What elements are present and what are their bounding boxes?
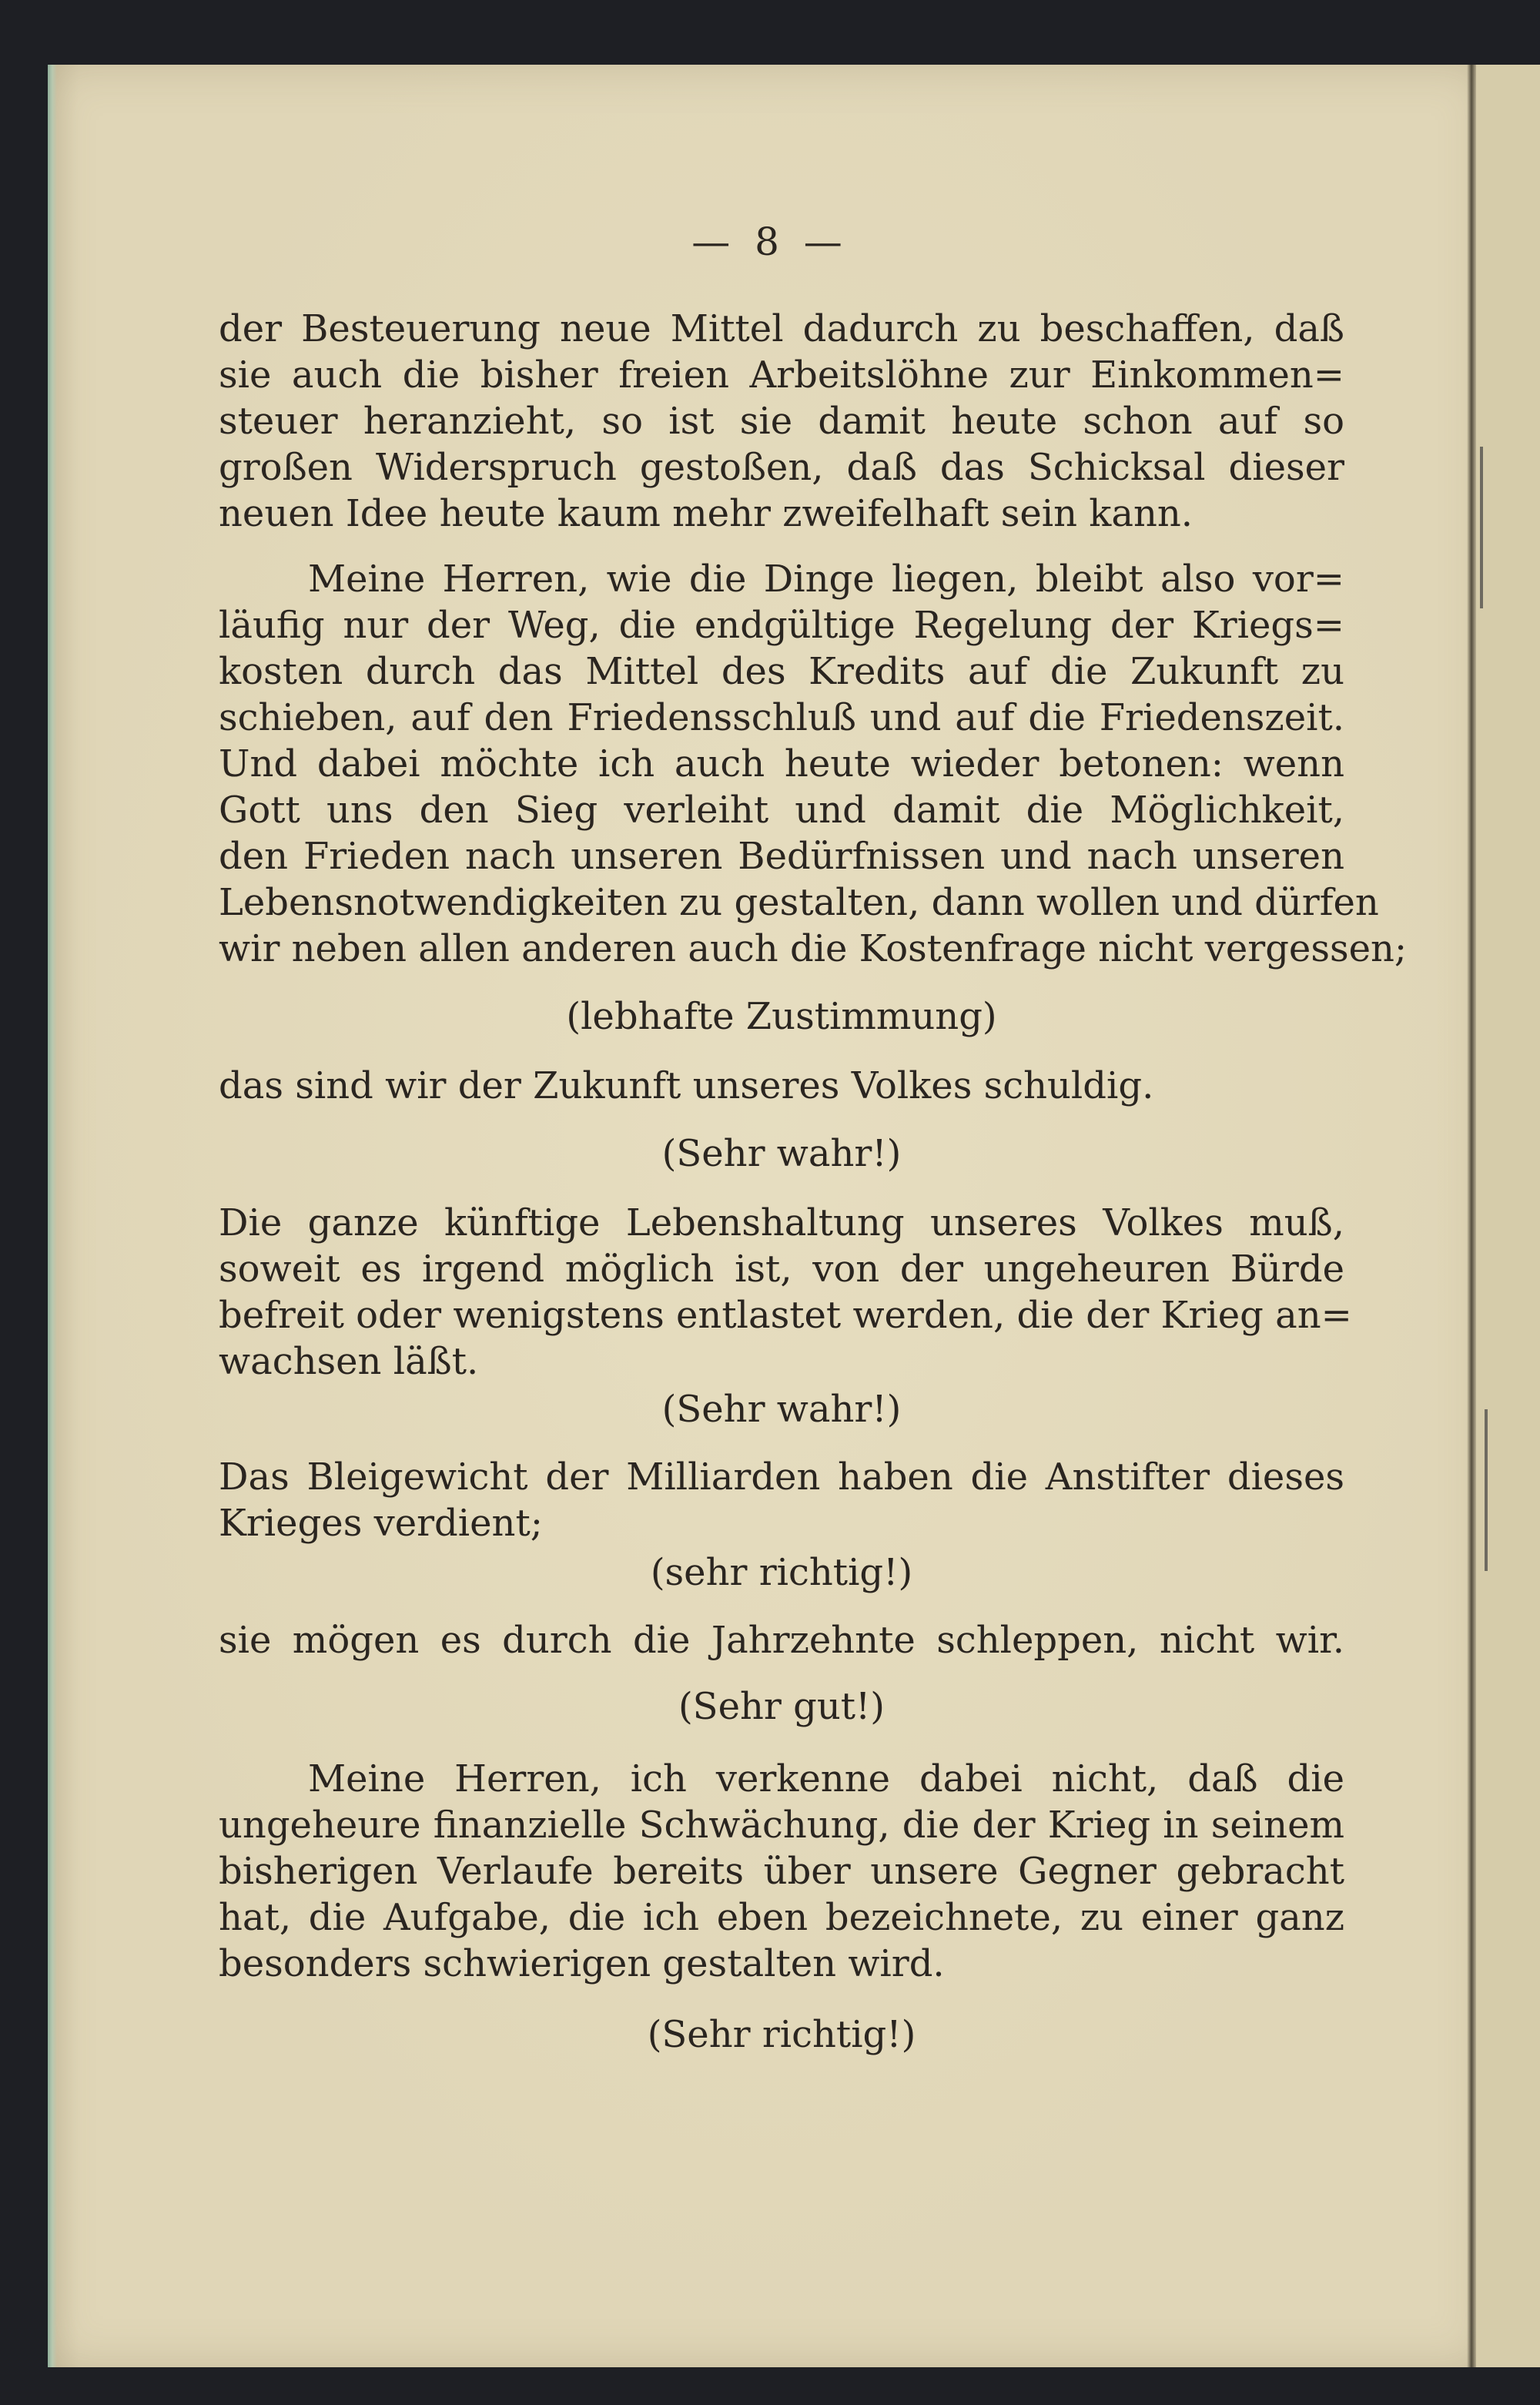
text-line: soweit es irgend möglich ist, von der ungeheuren Bürde (219, 1248, 1344, 1291)
interjection: (Sehr wahr!) (661, 1388, 902, 1431)
text-line: besonders schwierigen gestalten wird. (219, 1942, 945, 1985)
text-line: Krieges verdient; (219, 1502, 543, 1545)
text-line: wachsen läßt. (219, 1340, 479, 1383)
paragraph-first-line: Meine Herren, ich verkenne dabei nicht, daß die (308, 1757, 1344, 1800)
binding-thread-upper (1480, 447, 1483, 608)
interjection: (Sehr wahr!) (661, 1132, 902, 1175)
text-line: bisherigen Verlaufe bereits über unsere Gegner gebracht (219, 1850, 1344, 1893)
text-line: den Frieden nach unseren Bedürfnissen und nach unseren (219, 835, 1344, 878)
paragraph-first-line: Meine Herren, wie die Dinge liegen, bleibt also vor= (308, 558, 1344, 601)
text-line: wir neben allen anderen auch die Kostenfrage nicht vergessen; (219, 927, 1408, 970)
text-line: befreit oder wenigstens entlastet werden, die der Krieg an= (219, 1294, 1352, 1337)
text-line: sie auch die bisher freien Arbeitslöhne zur Einkommen= (219, 353, 1344, 397)
interjection: (sehr richtig!) (650, 1551, 913, 1594)
text-line: schieben, auf den Friedensschluß und auf die Friedenszeit. (219, 696, 1344, 739)
facing-page-edge (1476, 65, 1540, 2367)
text-line: ungeheure finanzielle Schwächung, die der Krieg in seinem (219, 1804, 1344, 1847)
text-line: läufig nur der Weg, die endgültige Regelung der Kriegs= (219, 604, 1344, 647)
text-line: hat, die Aufgabe, die ich eben bezeichnete, zu einer ganz (219, 1896, 1344, 1939)
text-line: sie mögen es durch die Jahrzehnte schleppen, nicht wir. (219, 1619, 1344, 1662)
text-line: Lebensnotwendigkeiten zu gestalten, dann wollen und dürfen (219, 881, 1379, 924)
interjection: (Sehr richtig!) (647, 2013, 916, 2056)
text-line: der Besteuerung neue Mittel dadurch zu beschaffen, daß (219, 307, 1344, 350)
text-line: Und dabei möchte ich auch heute wieder betonen: wenn (219, 742, 1344, 785)
text-line: Die ganze künftige Lebenshaltung unseres Volkes muß, (219, 1201, 1344, 1244)
text-line: Das Bleigewicht der Milliarden haben die Anstifter dieses (219, 1455, 1344, 1499)
text-line: das sind wir der Zukunft unseres Volkes schuldig. (219, 1064, 1154, 1107)
interjection: (lebhafte Zustimmung) (566, 995, 997, 1038)
binding-thread-lower (1485, 1409, 1488, 1571)
text-line: großen Widerspruch gestoßen, daß das Schicksal dieser (219, 446, 1344, 489)
page-left-edge (48, 65, 57, 2367)
page-number: — 8 — (691, 219, 849, 264)
book-gutter (1467, 65, 1476, 2367)
text-line: Gott uns den Sieg verleiht und damit die Möglichkeit, (219, 789, 1344, 832)
interjection: (Sehr gut!) (678, 1685, 886, 1728)
text-line: neuen Idee heute kaum mehr zweifelhaft sein kann. (219, 492, 1194, 535)
text-line: kosten durch das Mittel des Kredits auf die Zukunft zu (219, 650, 1344, 693)
text-line: steuer heranzieht, so ist sie damit heute schon auf so (219, 400, 1344, 443)
